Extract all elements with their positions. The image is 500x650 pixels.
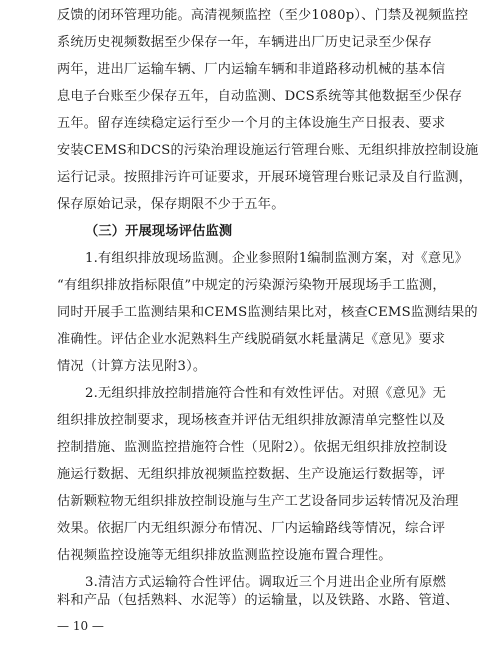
body-text-line: 组织排放控制要求，现场核查并评估无组织排放源清单完整性以及 (57, 413, 446, 428)
body-text-line: 情况（计算方法见附3）。 (57, 359, 207, 374)
body-text-line: 估视频监控设施等无组织排放监测监控设施布置合理性。 (57, 548, 392, 563)
body-text-line: 施运行数据、无组织排放视频监控数据、生产设施运行数据等，评 (57, 467, 446, 482)
body-text-line: 反馈的闭环管理功能。高清视频监控（至少1080p）、门禁及视频监控 (57, 8, 469, 23)
body-text-line: 运行记录。按照排污许可证要求，开展环境管理台账记录及自行监测， (57, 170, 473, 185)
body-text-line: 同时开展手工监测结果和CEMS监测结果比对，核查CEMS监测结果的 (57, 305, 478, 320)
body-text-line: 保存原始记录，保存期限不少于五年。 (57, 197, 285, 212)
body-text-line: 息电子台账至少保存五年，自动监测、DCS系统等其他数据至少保存 (57, 89, 463, 104)
body-text-line: 五年。留存连续稳定运行至少一个月的主体设施生产日报表、要求 (57, 116, 446, 131)
paragraph-3-start: 3.清洁方式运输符合性评估。调取近三个月进出企业所有原燃 (85, 575, 447, 590)
paragraph-2-start: 2.无组织排放控制措施符合性和有效性评估。对照《意见》无 (85, 386, 447, 401)
body-text-line: 准确性。评估企业水泥熟料生产线脱硝氨水耗量满足《意见》要求 (57, 332, 446, 347)
body-text-line: 效果。依据厂内无组织源分布情况、厂内运输路线等情况，综合评 (57, 521, 446, 536)
body-text-line: 两年，进出厂运输车辆、厂内运输车辆和非道路移动机械的基本信 (57, 62, 446, 77)
body-text-line: 系统历史视频数据至少保存一年，车辆进出厂历史记录至少保存 (57, 35, 432, 50)
body-text-line: 安装CEMS和DCS的污染治理设施运行管理台账、无组织排放控制设施 (57, 143, 479, 158)
body-text-line: 控制措施、监测监控措施符合性（见附2）。依据无组织排放控制设 (57, 440, 448, 455)
body-text-line: 估新颗粒物无组织排放控制设施与生产工艺设备同步运转情况及治理 (57, 494, 459, 509)
page-number: — 10 — (57, 619, 104, 633)
body-text-line: 料和产品（包括熟料、水泥等）的运输量，以及铁路、水路、管道、 (57, 593, 459, 608)
body-text-line: “有组织排放指标限值”中规定的污染源污染物开展现场手工监测， (57, 278, 446, 293)
paragraph-1-start: 1.有组织排放现场监测。企业参照附1编制监测方案，对《意见》 (85, 251, 469, 266)
section-heading: （三）开展现场评估监测 (85, 224, 233, 239)
